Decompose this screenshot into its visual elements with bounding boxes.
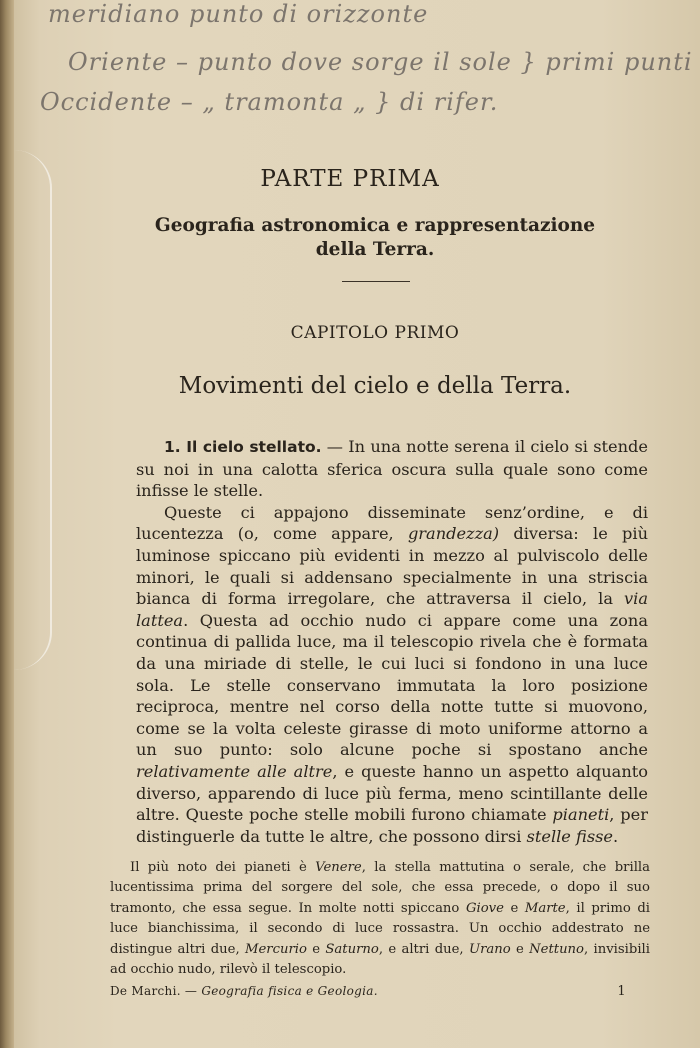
emphasis: grandezza) <box>407 524 500 544</box>
footer-book-title: Geografia fisica e Geologia. <box>201 984 378 998</box>
paragraph-text: — In una notte serena il cielo si stende su noi in una calotta sferica oscura sulla quale sono come infisse le stelle. <box>136 437 648 501</box>
chapter-title: Movimenti del cielo e della Terra. <box>178 373 572 399</box>
part-subtitle <box>110 214 640 262</box>
handwritten-notes <box>40 0 700 130</box>
running-footer <box>110 984 378 998</box>
binding-thread <box>14 150 52 670</box>
paragraph-text: . Questa ad occhio nudo ci appare come una zona continua di pallida luce, ma il telescopio rivela che è formata da una miriade di stelle, le cui luci si fondono in una luce sola. Le stelle conservano immutata la loro posizione reciproca, mentre nel corso della notte tutte si muovono, come se la volta celeste girasse di moto uniforme attorno a un suo punto: solo alcune poche si spostano anche <box>136 610 648 760</box>
paragraph-text: Queste ci appajono disseminate senz’ordine, e di lucentezza (o, come appare, <box>136 502 648 544</box>
paragraph-text: diversa: le più luminose spiccano più evidenti in mezzo al pulviscolo delle minori, le quali si addensano specialmente in una striscia bianca di forma irregolare, che attraversa il cielo, la <box>136 524 648 609</box>
note-segment: , il primo di luce bianchissima, il secondo di luce rossastra. Un occhio addestrato ne distingue altri due, <box>110 900 650 957</box>
note-text <box>110 858 650 980</box>
note-segment: , e altri due, <box>378 941 469 957</box>
paragraph-text: . <box>613 826 619 846</box>
page-number: 1 <box>617 984 626 999</box>
handwritten-line: meridiano punto di orizzonte <box>48 0 429 28</box>
paragraph <box>136 436 648 502</box>
section-heading: 1. Il cielo stellato. <box>164 438 322 456</box>
note-segment: e <box>503 900 525 916</box>
note-segment: e <box>306 941 326 957</box>
paragraph-text: , e queste hanno un aspetto alquanto diverso, apparendo di luce più ferma, meno scintillante delle altre. Queste poche stelle mobili furono chiamate <box>136 761 648 825</box>
emphasis: Giove <box>465 900 504 916</box>
emphasis: via lattea <box>136 589 648 630</box>
subtitle-line: Geografia astronomica e rappresentazione <box>154 215 596 236</box>
note-segment: , la stella mattutina o serale, che brilla lucentissima prima del sorgere del sole, che essa precede, o dopo il suo tramonto, che essa segue. In molte notti spiccano <box>110 860 651 916</box>
part-title: PARTE PRIMA <box>260 166 440 192</box>
subtitle-line: della Terra. <box>315 239 435 260</box>
handwritten-line: Oriente – punto dove sorge il sole } primi punti <box>68 48 693 76</box>
paragraph-text: , per distinguerle da tutte le altre, che possono dirsi <box>136 805 648 846</box>
emphasis: Saturno <box>325 941 379 957</box>
emphasis: Urano <box>468 941 511 957</box>
footer-author: De Marchi. — <box>110 984 202 998</box>
emphasis: Nettuno <box>529 941 584 957</box>
note-paragraph <box>110 858 650 980</box>
handwritten-line: Occidente – „ tramonta „ } di rifer. <box>40 88 499 116</box>
emphasis: Marte <box>524 900 566 916</box>
emphasis: Mercurio <box>244 941 307 957</box>
body-text <box>136 436 648 847</box>
emphasis: Venere <box>315 860 362 875</box>
chapter-label: CAPITOLO PRIMO <box>290 323 460 343</box>
note-segment: Il più noto dei pianeti è <box>130 860 316 875</box>
note-segment: e <box>510 941 530 957</box>
note-segment: , invisibili ad occhio nudo, rilevò il telescopio. <box>110 941 650 978</box>
emphasis: relativamente alle altre <box>136 761 333 781</box>
emphasis: stelle fisse <box>526 826 614 846</box>
emphasis: pianeti <box>552 805 610 825</box>
divider-rule <box>342 281 410 282</box>
paragraph <box>136 502 648 848</box>
book-binding <box>0 0 14 1048</box>
